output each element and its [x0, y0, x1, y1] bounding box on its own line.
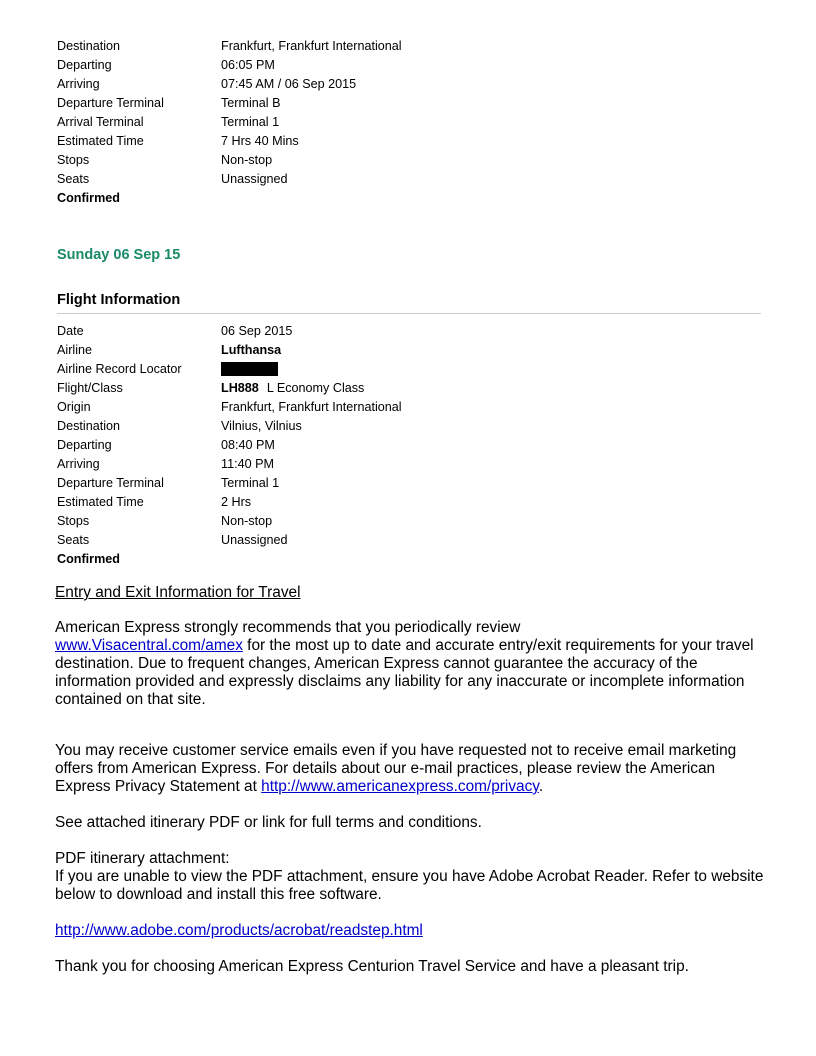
detail-label: Arriving [57, 77, 100, 91]
privacy-link[interactable]: http://www.americanexpress.com/privacy [261, 778, 539, 795]
detail-label: Departing [57, 58, 112, 72]
detail-label: Airline Record Locator [57, 362, 182, 376]
detail-row [57, 322, 402, 341]
day-heading: Sunday 06 Sep 15 [57, 247, 181, 263]
entry-exit-title: Entry and Exit Information for Travel [55, 584, 301, 601]
detail-label: Stops [57, 153, 90, 167]
detail-label: Seats [57, 533, 90, 547]
detail-value: Unassigned [221, 533, 288, 547]
detail-row [57, 56, 402, 75]
detail-row [57, 94, 402, 113]
detail-row [57, 113, 402, 132]
section-divider [57, 313, 761, 314]
pdf-text: If you are unable to view the PDF attachment, ensure you have Adobe Acrobat Reader. Refer to website below to download and install this free software. [55, 868, 764, 903]
detail-value: Terminal B [221, 96, 281, 110]
detail-value: Terminal 1 [221, 115, 280, 129]
detail-value: 2 Hrs [221, 495, 252, 509]
detail-label: Flight/Class [57, 381, 123, 395]
detail-value: Frankfurt, Frankfurt International [221, 400, 402, 414]
detail-row [57, 531, 402, 550]
detail-row [57, 436, 402, 455]
status-confirmed: Confirmed [57, 191, 120, 205]
airline-name: Lufthansa [221, 343, 282, 357]
detail-value: Unassigned [221, 172, 288, 186]
detail-row [57, 75, 402, 94]
detail-label: Estimated Time [57, 495, 144, 509]
detail-value: Non-stop [221, 153, 273, 167]
detail-label: Destination [57, 39, 121, 53]
detail-row [57, 132, 402, 151]
record-locator [221, 360, 278, 379]
privacy-text: You may receive customer service emails even if you have requested not to receive email marketing offers from American Express. For details about our e-mail practices, please review the American Express Privacy Statement at [55, 742, 737, 795]
detail-label: Date [57, 324, 84, 338]
pdf-paragraph [55, 850, 765, 904]
entry-exit-paragraph [55, 619, 765, 709]
detail-value: Non-stop [221, 514, 273, 528]
detail-value: Frankfurt, Frankfurt International [221, 39, 402, 53]
detail-label: Airline [57, 343, 92, 357]
detail-label: Stops [57, 514, 90, 528]
entry-exit-text: American Express strongly recommends that you periodically review [55, 619, 521, 636]
entry-exit-text-cont: for the most up to date and accurate entry/exit requirements for your travel destination. Due to frequent changes, American Express cannot guarantee the accuracy of the information provided and expressly disclaims any liability for any inaccurate or incomplete information contained on that site. [55, 637, 754, 708]
adobe-link[interactable]: http://www.adobe.com/products/acrobat/readstep.html [55, 922, 423, 939]
adobe-link-line [55, 922, 765, 940]
redaction-block [221, 362, 278, 376]
detail-row [57, 341, 402, 360]
flight-date: 06 Sep 2015 [221, 324, 293, 338]
closing-text: Thank you for choosing American Express Centurion Travel Service and have a pleasant trip. [55, 958, 689, 975]
detail-row [57, 37, 402, 56]
detail-value: 08:40 PM [221, 438, 275, 452]
detail-value: 7 Hrs 40 Mins [221, 134, 299, 148]
detail-value: 06:05 PM [221, 58, 275, 72]
terms-text: See attached itinerary PDF or link for full terms and conditions. [55, 814, 482, 831]
class-label: L Economy Class [266, 381, 365, 395]
detail-label: Estimated Time [57, 134, 144, 148]
status-confirmed: Confirmed [57, 552, 120, 566]
detail-label: Arriving [57, 457, 100, 471]
flight-number: LH888 [221, 381, 259, 395]
detail-label: Departure Terminal [57, 96, 164, 110]
detail-value: Terminal 1 [221, 476, 280, 490]
section-title: Flight Information [57, 292, 181, 308]
detail-label: Departing [57, 438, 112, 452]
detail-row [57, 379, 402, 398]
segment1-details [57, 37, 402, 208]
pdf-heading: PDF itinerary attachment: [55, 850, 230, 867]
privacy-text-end: . [538, 778, 544, 795]
privacy-paragraph [55, 742, 765, 796]
detail-row [57, 417, 402, 436]
detail-value: 11:40 PM [221, 457, 274, 471]
detail-label: Destination [57, 419, 121, 433]
detail-row [57, 170, 402, 189]
visacentral-link[interactable]: www.Visacentral.com/amex [55, 637, 243, 654]
flight-class [221, 379, 364, 398]
detail-row [57, 151, 402, 170]
detail-value: Vilnius, Vilnius [221, 419, 302, 433]
detail-row [57, 455, 402, 474]
detail-row [57, 360, 402, 379]
detail-row [57, 398, 402, 417]
detail-label: Origin [57, 400, 91, 414]
detail-row [57, 512, 402, 531]
detail-label: Seats [57, 172, 90, 186]
detail-label: Arrival Terminal [57, 115, 144, 129]
detail-value: 07:45 AM / 06 Sep 2015 [221, 77, 357, 91]
detail-row [57, 474, 402, 493]
detail-label: Departure Terminal [57, 476, 164, 490]
detail-row [57, 493, 402, 512]
segment2-details [57, 322, 402, 569]
